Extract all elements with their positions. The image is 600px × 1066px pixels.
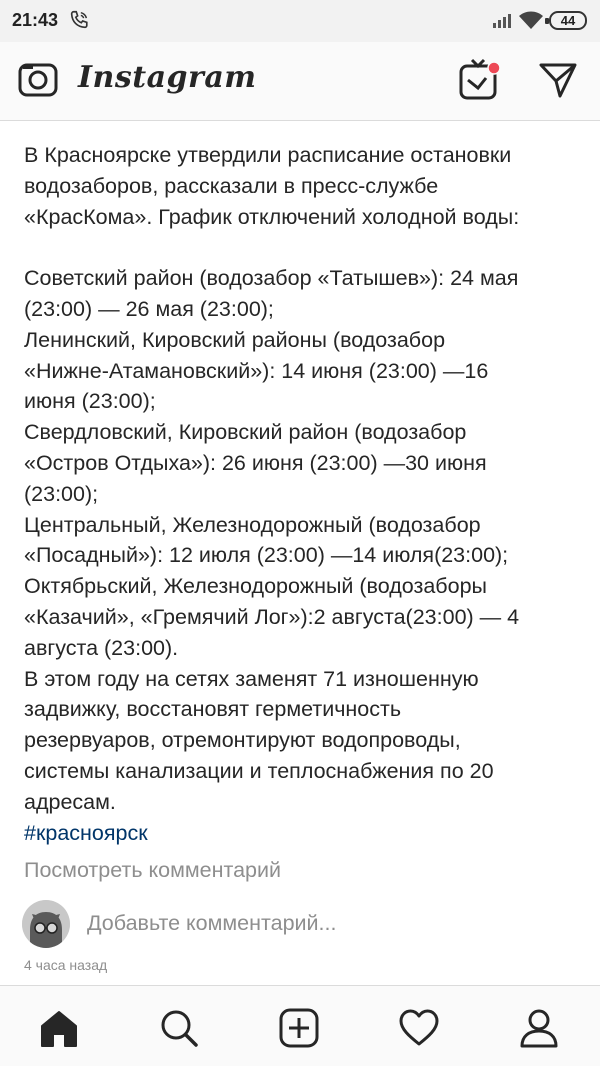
hashtag-link[interactable]: #красноярск (24, 821, 148, 845)
app-header (0, 42, 600, 121)
add-comment-input[interactable]: Добавьте комментарий... (87, 911, 337, 935)
status-bar (0, 0, 600, 42)
home-icon[interactable] (39, 1008, 79, 1048)
camera-icon[interactable] (18, 60, 58, 105)
new-post-icon[interactable] (279, 1008, 319, 1048)
battery-icon: 44 (549, 11, 587, 30)
wifi-icon (519, 11, 543, 34)
status-time: 21:43 (12, 10, 59, 30)
activity-heart-icon[interactable] (399, 1008, 439, 1048)
profile-icon[interactable] (519, 1008, 559, 1048)
phone-call-icon (68, 9, 90, 36)
view-comments-link[interactable]: Посмотреть комментарий (24, 858, 282, 882)
post-time-ago: 4 часа назад (24, 957, 108, 973)
search-icon[interactable] (159, 1008, 199, 1048)
direct-message-icon[interactable] (538, 60, 578, 105)
post-caption: В Красноярске утвердили расписание остановки водозаборов, рассказали в пресс-службе «КрасКома». График отключений холодной воды: Советский район (водозабор «Татышев»): 24 мая (23:00) — 26 мая (23:00); Ленинский, Кировский районы (водозабор «Нижне-Атамановский»): 14 июня (23:00) —16 июня (23:00); Свердловский, Кировский район (водозабор «Остров Отдыха»): 26 июня (23:00) —30 июня (23:00); Центральный, Железнодорожный (водозабор «Посадный»): 12 июля (23:00) —14 июля(23:00); Октябрьский, Железнодорожный (водозаборы «Казачий», «Гремячий Лог»):2 августа(23:00) — 4 августа (23:00). В этом году на сетях заменят 71 изношенную задвижку, восстановят герметичность резервуаров, отремонтируют водопроводы, системы канализации и теплоснабжения по 20 адресам. (24, 143, 520, 814)
bottom-nav (0, 985, 600, 1066)
signal-icon (493, 12, 515, 33)
instagram-logo: Instagram (78, 60, 257, 95)
avatar (22, 900, 70, 948)
igtv-icon[interactable] (458, 58, 504, 107)
